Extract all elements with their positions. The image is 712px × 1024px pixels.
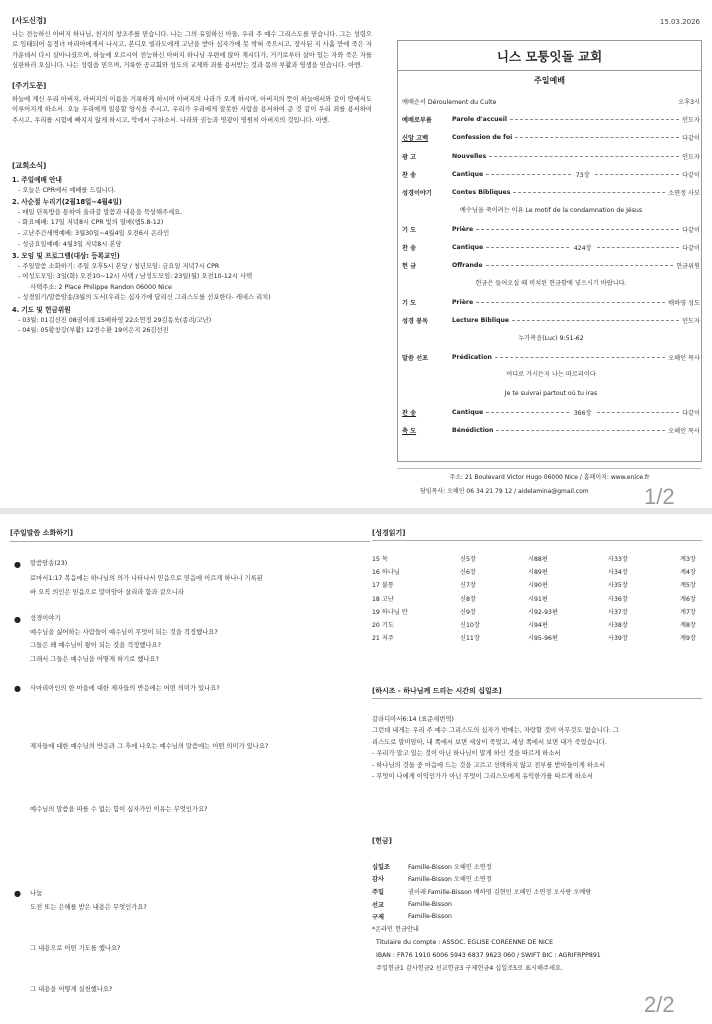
order-note: Je te suivrai partout où tu iras — [504, 389, 598, 397]
order-of-worship — [402, 92, 700, 440]
order-french: Prière — [452, 298, 474, 306]
reading-cell: 신8장 — [460, 595, 476, 603]
news-line: - 고난주간새벽예배: 3월30일~4월4일 오전6시 온라인 — [18, 229, 170, 237]
reading-cell: 신11장 — [460, 635, 480, 643]
offering-row — [372, 910, 702, 923]
order-korean: 광 고 — [402, 153, 417, 161]
reading-cell: 시95-96편 — [528, 635, 558, 643]
reading-cell: 15 목 — [372, 556, 388, 564]
dotted-leader — [597, 247, 680, 248]
reading-cell: 21 저주 — [372, 635, 394, 643]
reading-cell: 사35장 — [608, 582, 628, 590]
reading-cell: 시91편 — [528, 595, 548, 603]
offering-names: Famille-Bisson 오해인 소연정 — [408, 876, 492, 884]
bible-story-block — [30, 614, 370, 665]
bullet-icon: ● — [14, 615, 21, 624]
bulletin-page-1 — [0, 0, 712, 508]
reading-cell: 17 불통 — [372, 582, 394, 590]
order-leader: 다같이 — [682, 245, 700, 253]
dotted-leader — [496, 430, 665, 431]
reading-cell: 사36장 — [608, 595, 628, 603]
memory-verse-block — [30, 559, 370, 599]
order-note: 예수님을 죽이려는 이유 Le motif de la condamnation de Jésus — [459, 206, 643, 214]
bulletin-date: 15.03.2026 — [659, 18, 700, 26]
order-leader: 헌금위원 — [676, 263, 700, 271]
offering-names: Famille-Bisson — [408, 913, 452, 921]
service-name: 주일예배 — [534, 76, 565, 85]
bullet-icon: ● — [14, 889, 21, 898]
offering-type: 선교 — [372, 901, 384, 909]
order-french: Contes Bibliques — [452, 189, 511, 197]
order-korean: 신앙 고백 — [402, 135, 429, 143]
bullet-line: 예수님을 싫어하는 사람들이 예수님이 무엇이 되는 것을 걱정했나요? — [30, 628, 218, 636]
tithe-line: - 우리가 말고 있는 것이 아닌 하나님이 말게 하신 것을 따르게 하소서 — [372, 750, 561, 758]
order-french: Prédication — [452, 353, 492, 361]
bullet-icon: ● — [14, 684, 21, 693]
order-korean: 성경이야기 — [402, 190, 432, 198]
reading-row — [372, 552, 702, 565]
pastor-contact: 담임목사: 오해인 06 34 21 79 12 / aidelamina@gmail.com — [420, 488, 589, 495]
bullet-line: 그래서 그들은 예수님을 어떻게 하기로 했나요? — [30, 655, 159, 663]
news-line: 사택주소: 2 Place Philippe Randon 06000 Nice — [30, 283, 172, 291]
order-header — [402, 92, 700, 110]
dotted-leader — [486, 265, 674, 266]
order-row — [402, 238, 700, 256]
tithe-line: 리스도로 말미암아, 내 쪽에서 보면 세상이 죽었고, 세상 쪽에서 보면 내가 죽었습니다. — [372, 738, 607, 746]
order-row — [402, 147, 700, 165]
offering-note: IBAN : FR76 1910 6006 5943 6837 9623 060 / SWIFT BIC : AGRIFRPP891 — [376, 951, 601, 959]
order-leader: 배하영 성도 — [668, 299, 700, 307]
order-leader: 다같이 — [682, 135, 700, 143]
offering-names: Famille-Bisson — [408, 900, 452, 908]
dotted-leader — [515, 137, 679, 138]
offering-type: 구제 — [372, 914, 384, 922]
reading-cell: 계8장 — [680, 622, 696, 630]
reading-cell: 사39장 — [608, 635, 628, 643]
offering-type: 주일 — [372, 888, 384, 896]
news-line: - 성금요일예배: 4월3일 저녁8시 본당 — [18, 240, 122, 248]
reading-row — [372, 578, 702, 591]
page-indicator: 1/2 — [644, 484, 675, 508]
order-leader: 다같이 — [682, 171, 700, 179]
news-line: - 주일말씀 소화하기: 주일 오후5시 본당 / 청년모임: 금요일 저녁7시 CPR — [18, 262, 220, 270]
reading-cell: 시92-93편 — [528, 608, 558, 616]
offering-note: 주일헌금1 감사헌금2 선교헌금3 구제헌금4 십일조5로 표시해주세요. — [376, 964, 563, 972]
hymn-number: 73장 — [575, 171, 590, 179]
dotted-leader — [486, 412, 569, 413]
order-korean: 헌 금 — [402, 263, 417, 271]
order-leader: 오해인 목사 — [668, 427, 700, 435]
order-row — [402, 220, 700, 238]
order-french: Lecture Biblique — [452, 317, 510, 325]
tithe-line: 그런데 내게는 우리 주 예수 그리스도의 십자가 밖에는, 자랑할 것이 아무것도 없습니다. 그 — [372, 727, 620, 735]
creed-title: [사도신경] — [12, 16, 47, 25]
offering-names: Famille-Bisson 오해인 소연정 — [408, 863, 492, 871]
reading-cell: 시88편 — [528, 556, 548, 564]
reading-cell: 신5장 — [460, 556, 476, 564]
news-line: - 04월: 05황창강(부활) 12전수환 19이은지 26김선진 — [18, 327, 169, 335]
order-row — [402, 421, 700, 439]
bullet-icon: ● — [14, 560, 21, 569]
reading-row — [372, 592, 702, 605]
offering-section — [372, 860, 702, 975]
order-leader: 인도자 — [682, 153, 700, 161]
reading-row — [372, 605, 702, 618]
order-note: 헌금은 들어오실 때 비치된 헌금함에 넣으시기 바랍니다. — [475, 279, 627, 287]
order-french: Cantique — [452, 244, 484, 252]
order-korean: 예배로부름 — [402, 116, 432, 124]
order-leader: 인도자 — [682, 318, 700, 326]
order-row — [402, 348, 700, 366]
reading-cell: 시94편 — [528, 622, 548, 630]
hymn-number: 424장 — [573, 245, 592, 253]
news-line: - 오늘은 CPR에서 예배를 드립니다. — [18, 186, 116, 194]
offering-note: *온라인 헌금안내 — [372, 925, 419, 933]
reading-row — [372, 565, 702, 578]
news-line: - 매일 단톡방을 통하여 올라갈 말씀과 내용을 묵상해주세요. — [18, 208, 183, 216]
reading-table — [372, 552, 702, 644]
reading-cell: 시90편 — [528, 582, 548, 590]
reading-cell: 신10장 — [460, 622, 480, 630]
order-header-label: 예배순서 Déroulement du Culte — [402, 98, 497, 106]
reading-cell: 신6장 — [460, 569, 476, 577]
bullet-line: 도전 또는 은혜를 받은 내용은 무엇인가요? — [30, 903, 147, 911]
dotted-leader — [476, 302, 665, 303]
hymn-number: 366장 — [573, 409, 592, 417]
offering-type: 십일조 — [372, 863, 390, 871]
reading-cell: 사34장 — [608, 569, 628, 577]
dotted-leader — [597, 412, 680, 413]
tithe-line: 갈라디아서6:14 (표준새번역) — [372, 716, 454, 723]
order-korean: 축 도 — [402, 427, 417, 435]
news-heading: 1. 주일예배 안내 — [12, 175, 62, 184]
prayer-title: [주기도문] — [12, 80, 47, 90]
order-korean: 기 도 — [402, 299, 417, 307]
sharing-block — [30, 889, 370, 913]
bullet-line: 나눔 — [30, 890, 43, 897]
reading-cell: 18 고난 — [372, 595, 394, 603]
question-text: 예수님의 말씀을 따를 수 없는 힘이 십자가인 이유는 무엇인가요? — [30, 806, 208, 813]
reading-row — [372, 631, 702, 644]
bullet-line: 로마서1:17 복음에는 하나님의 의가 나타나서 믿음으로 믿음에 이르게 하나니 기록된 — [30, 574, 263, 582]
order-row — [402, 110, 700, 128]
church-news — [12, 161, 372, 337]
bullet-line: 바 오직 의인은 믿음으로 말미암아 살리라 함과 같으니라 — [30, 589, 184, 597]
news-line: - 성경읽기/말씀암송/3월의 도서(우리는 십자가에 달리신 그리스도를 선포한다- 캐네스 리치) — [18, 294, 271, 302]
page-indicator: 2/2 — [644, 992, 675, 1017]
order-korean: 찬 송 — [402, 171, 417, 179]
bullet-line: 사마리아인의 한 마을에 대한 제자들의 반응에는 어떤 의미가 있나요? — [30, 685, 220, 692]
dotted-leader — [476, 229, 679, 230]
news-heading: 2. 사순절 누리기(2월18일~4월4일) — [12, 198, 122, 207]
order-row — [402, 165, 700, 183]
order-korean: 찬 송 — [402, 245, 417, 253]
offering-row — [372, 873, 702, 886]
order-leader: 다같이 — [682, 226, 700, 234]
order-note: 어디로 가시든지 나는 따르리이다 — [506, 371, 596, 379]
dotted-leader — [486, 174, 570, 175]
question-text: 그 내용을 어떻게 실천했나요? — [30, 986, 113, 993]
left-column — [12, 16, 372, 337]
order-row — [402, 183, 700, 201]
order-korean: 말씀 선포 — [402, 354, 429, 362]
news-line: - 여성도모임: 3일(화) 오전10~12시 사택 / 남성도모임: 23일(월) 오전10-12시 사택 — [18, 273, 253, 281]
reading-cell: 계6장 — [680, 595, 696, 603]
order-row — [402, 403, 700, 421]
reading-cell: 계3장 — [680, 556, 696, 564]
prayer-text: 하늘에 계신 우리 아버지, 아버지의 이름을 거룩하게 하시며 아버지의 나라가 오게 하시며, 아버지의 뜻이 하늘에서와 같이 땅에서도 이루어지게 하소서. 오늘 우리에게 일용할 양식을 주시고, 우리가 우리에게 잘못한 사람을 용서하여 준 것 같이 우리 죄를 용서하여 주시고, 우리를 시험에 빠지지 않게 하시고, 악에서 구하소서. 나라와 권능과 영광이 영원히 아버지의 것입니다. 아멘. — [12, 95, 372, 124]
order-french: Confession de foi — [452, 134, 513, 142]
dotted-leader — [486, 247, 569, 248]
reading-title: [성경읽기] — [372, 528, 702, 541]
church-name: 니스 모퉁잇돌 교회 — [398, 41, 701, 71]
order-leader: 다같이 — [682, 409, 700, 417]
news-heading: 4. 기도 및 헌금위원 — [12, 306, 71, 315]
tithe-line: - 무엇이 나에게 이익인가가 아닌 무엇이 그리스도에게 유익한가를 따르게 하소서 — [372, 773, 594, 781]
question-block — [30, 684, 370, 695]
reading-cell: 19 하나님 안 — [372, 608, 408, 616]
reading-cell: 신7장 — [460, 582, 476, 590]
reading-cell: 사33장 — [608, 556, 628, 564]
reading-cell: 사37장 — [608, 608, 628, 616]
order-row — [402, 293, 700, 311]
order-french: Prière — [452, 225, 474, 233]
dotted-leader — [489, 156, 679, 157]
offering-names: 권이레 Famille-Bisson 배하영 김현민 오해인 소연정 오사랑 오예랑 — [408, 888, 592, 896]
order-leader: 인도자 — [682, 116, 700, 124]
church-address: 주소: 21 Boulevard Victor Hugo 06000 Nice / 홈페이지: www.enice.fr — [397, 468, 702, 481]
order-korean: 기 도 — [402, 226, 417, 234]
reading-cell: 계4장 — [680, 569, 696, 577]
reading-row — [372, 618, 702, 631]
reading-cell: 신9장 — [460, 608, 476, 616]
dotted-leader — [513, 192, 665, 193]
order-note: 누가복음(Luc) 9:51-62 — [518, 334, 584, 342]
reading-cell: 20 기도 — [372, 622, 394, 630]
offering-row — [372, 860, 702, 873]
order-korean: 성경 봉독 — [402, 318, 429, 326]
order-french: Bénédiction — [452, 426, 494, 434]
bullet-line: 그들은 왜 예수님이 왕이 되는 것을 걱정했나요? — [30, 642, 161, 650]
tithe-section — [372, 714, 704, 782]
order-leader: 소연정 사모 — [668, 190, 700, 198]
dotted-leader — [510, 119, 679, 120]
order-row — [402, 312, 700, 330]
news-line: - 03월: 01김선진 08권이레 15배하영 22소연정 29김동욱(종려/고난) — [18, 316, 212, 324]
bullet-line: 말씀암송(23) — [30, 560, 68, 567]
order-row — [402, 129, 700, 147]
reading-cell: 16 하나님 — [372, 569, 400, 577]
offering-type: 감사 — [372, 876, 384, 884]
news-line: - 화요예배: 17일 저녁8시 CPR 빛의 열매(엡5.8-12) — [18, 219, 164, 227]
order-leader: 오해인 목사 — [668, 354, 700, 362]
dotted-leader — [595, 174, 679, 175]
offering-note: Titulaire du compte : ASSOC. EGLISE COREENNE DE NICE — [376, 938, 554, 946]
reading-cell: 시89편 — [528, 569, 548, 577]
order-row — [402, 257, 700, 275]
question-text: 그 내용으로 어떤 기도를 했나요? — [30, 945, 121, 952]
order-header-time: 오후3시 — [678, 98, 700, 106]
order-french: Parole d'accueil — [452, 115, 507, 123]
question-text: 제자들에 대한 예수님의 반응과 그 후에 나오는 예수님의 말씀에는 어떤 의미가 있나요? — [30, 743, 269, 750]
digest-title: [주일말씀 소화하기] — [10, 528, 370, 542]
order-french: Cantique — [452, 408, 484, 416]
offering-row — [372, 885, 702, 898]
order-french: Offrande — [452, 262, 483, 270]
news-heading: 3. 모임 및 프로그램(대상: 등록교인) — [12, 252, 120, 261]
order-french: Nouvelles — [452, 152, 487, 160]
dotted-leader — [495, 357, 665, 358]
news-title: [교회소식] — [12, 161, 47, 171]
reading-cell: 계9장 — [680, 635, 696, 643]
tithe-title: [하시조 - 하나님께 드리는 시간의 십일조] — [372, 686, 702, 699]
order-french: Cantique — [452, 170, 484, 178]
reading-cell: 계5장 — [680, 582, 696, 590]
bulletin-page-2 — [0, 514, 712, 1024]
creed-text: 나는 전능하신 아버지 하나님, 천지의 창조주를 믿습니다. 나는 그의 유일하신 아들, 우리 주 예수 그리스도를 믿습니다. 그는 성령으로 잉태되어 동정녀 마리아에게서 나시고, 본디오 빌라도에게 고난을 받아 십자가에 못 박혀 죽으시고, 장사된 지 사흘 만에 죽은 자 가운데서 다시 살아나셨으며, 하늘에 오르시어 전능하신 아버지 하나님 우편에 앉아 계시다가, 거기로부터 살아 있는 자와 죽은 자를 심판하러 오십니다. 나는 성령을 믿으며, 거룩한 공교회와 성도의 교제와 죄를 용서받는 것과 몸의 부활과 영생을 믿습니다. 아멘. — [12, 30, 372, 70]
offering-title: [헌금] — [372, 837, 392, 845]
dotted-leader — [512, 320, 679, 321]
reading-cell: 계7장 — [680, 608, 696, 616]
offering-row — [372, 898, 702, 911]
tithe-line: - 하나님의 것들 중 마음에 드는 것을 고르고 선택하지 않고 전부를 받아들이게 하소서 — [372, 761, 606, 769]
order-korean: 찬 송 — [402, 409, 417, 417]
bullet-line: 성경이야기 — [30, 615, 61, 622]
reading-cell: 사38장 — [608, 622, 628, 630]
